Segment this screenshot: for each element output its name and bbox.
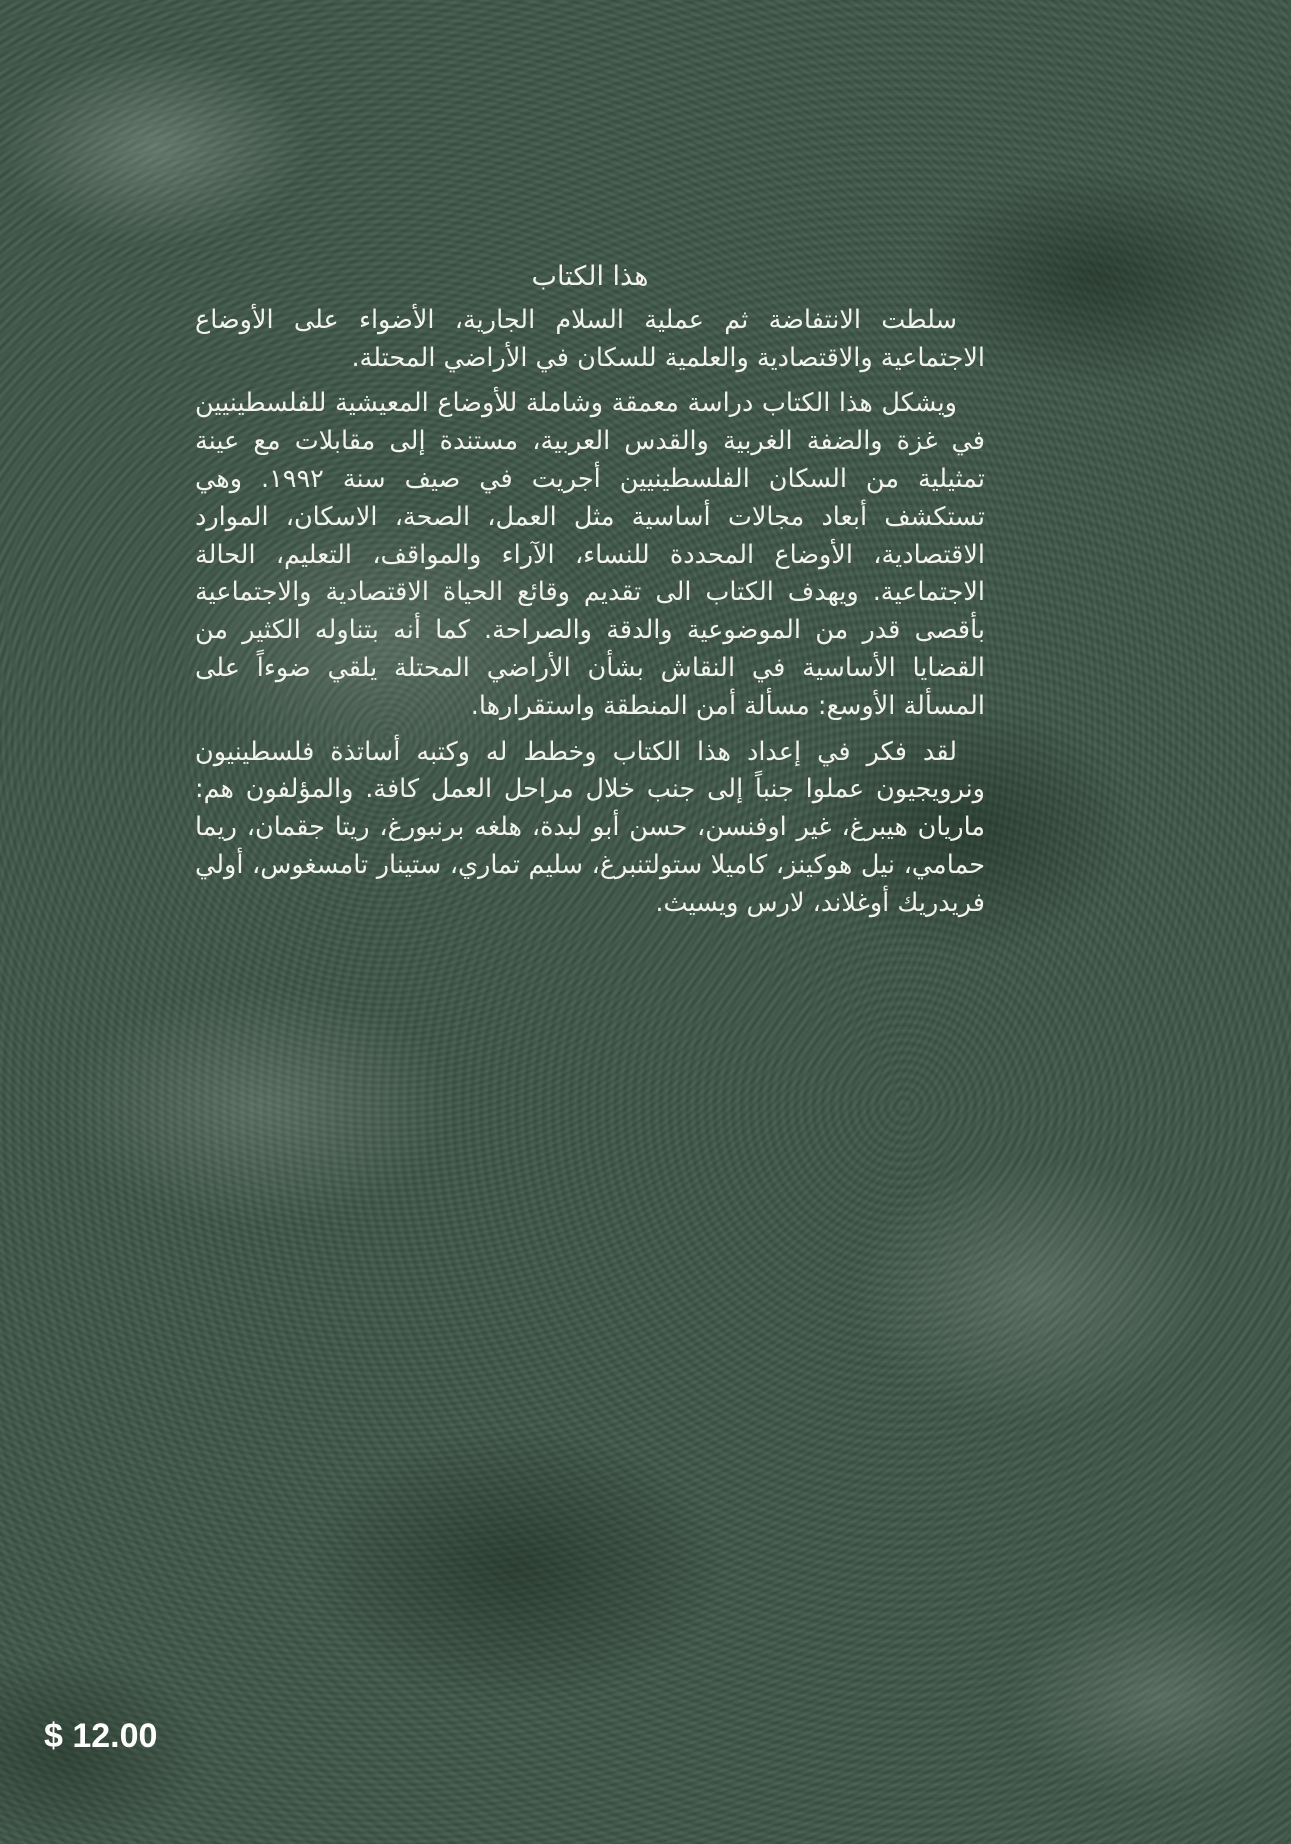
intro-paragraph: سلطت الانتفاضة ثم عملية السلام الجارية، الأضواء على الأوضاع الاجتماعية والاقتصادية والعلمية للسكان في الأراضي المحتلة.	[195, 304, 985, 373]
price-label: $ 12.00	[44, 1717, 158, 1755]
back-cover-heading: هذا الكتاب	[531, 261, 649, 292]
back-cover-text	[195, 258, 985, 931]
authors-paragraph: لقد فكر في إعداد هذا الكتاب وخطط له وكتبه أساتذة فلسطينيون ونرويجيون عملوا جنباً إلى جنب خلال مراحل العمل كافة. والمؤلفون هم: ماريان هيبرغ، غير اوفنسن، حسن أبو لبدة، هلغه برنبورغ، ريتا جقمان، ريما حمامي، نيل هوكينز، كاميلا ستولتنبرغ، سليم تماري، ستينار تامسغوس، أولي فريدريك أوغلاند، لارس ويسيث.	[195, 736, 985, 918]
description-paragraph: ويشكل هذا الكتاب دراسة معمقة وشاملة للأوضاع المعيشية للفلسطينيين في غزة والضفة الغربية والقدس العربية، مستندة إلى مقابلات مع عينة تمثيلية من السكان الفلسطينيين أجريت في صيف سنة ١٩٩٢. وهي تستكشف أبعاد مجالات أساسية مثل العمل، الصحة، الاسكان، الموارد الاقتصادية، الأوضاع المحددة للنساء، الآراء والمواقف، التعليم، الحالة الاجتماعية. ويهدف الكتاب الى تقديم وقائع الحياة الاقتصادية والاجتماعية بأقصى قدر من الموضوعية والدقة والصراحة. كما أنه بتناوله الكثير من القضايا الأساسية في النقاش بشأن الأراضي المحتلة يلقي ضوءاً على المسألة الأوسع: مسألة أمن المنطقة واستقرارها.	[195, 388, 985, 721]
